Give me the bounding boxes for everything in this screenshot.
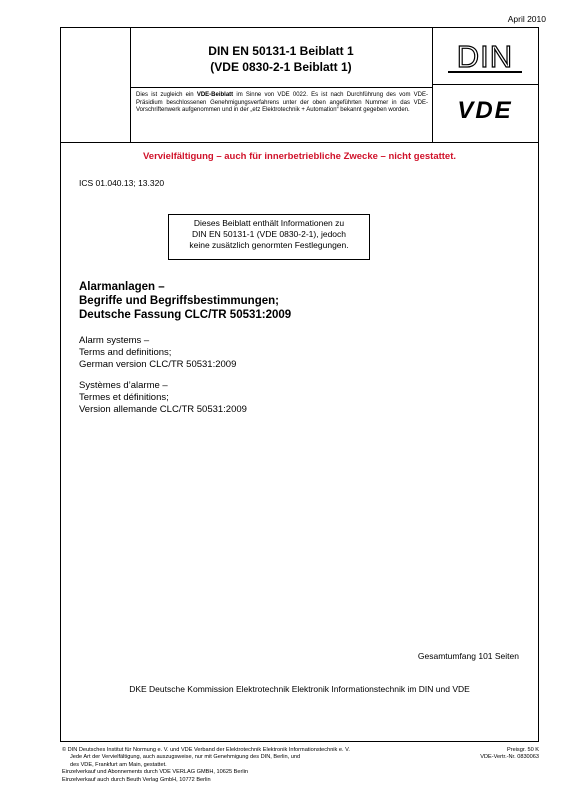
logo-divider — [432, 84, 539, 85]
info-box — [168, 214, 370, 260]
total-pages: Gesamtumfang 101 Seiten — [417, 651, 519, 661]
copyright-line: Jede Art der Vervielfältigung, auch auszugsweise, nur mit Genehmigung des DIN, Berlin, und — [70, 754, 301, 761]
dke-committee: DKE Deutsche Kommission Elektrotechnik Elektronik Informationstechnik im DIN und VDE — [129, 684, 470, 694]
vde-notice-bold: VDE-Beiblatt — [196, 92, 234, 98]
english-title — [79, 335, 236, 371]
german-title-line: Deutsche Fassung CLC/TR 50531:2009 — [79, 309, 292, 321]
ics-code: ICS 01.040.13; 13.320 — [79, 178, 165, 188]
issue-date: April 2010 — [507, 14, 546, 24]
german-title — [79, 280, 291, 322]
vde-notice-text: Dies ist zugleich ein — [136, 92, 197, 98]
copyright-line: © DIN Deutsches Institut für Normung e. V. und VDE Verband der Elektrotechnik Elektronik Informationstechnik e. V. — [62, 747, 350, 753]
english-title-line: Terms and definitions; — [79, 347, 172, 358]
french-title-line: Version allemande CLC/TR 50531:2009 — [79, 404, 247, 415]
english-title-line: Alarm systems – — [79, 335, 150, 346]
info-box-line: Dieses Beiblatt enthält Informationen zu — [193, 218, 345, 228]
price-group: Preisgr. 50 K — [506, 747, 539, 753]
din-logo — [446, 38, 524, 74]
vde-number: (VDE 0830-2-1 Beiblatt 1) — [210, 60, 352, 74]
footer-copyright — [62, 747, 412, 784]
info-box-line: keine zusätzlich genormten Festlegungen. — [189, 240, 349, 250]
vde-contract-number: VDE-Vertr.-Nr. 0830063 — [480, 754, 539, 761]
vde-logo-text: VDE — [457, 97, 513, 122]
sales-line: Einzelverkauf auch durch Beuth Verlag GmbH, 10772 Berlin — [62, 776, 211, 783]
vde-notice-text-rest: im Sinne von VDE 0022. Es ist nach Durchführung des vom VDE-Präsidium beschlossenen Genehmigungsverfahrens unter der oben angeführten Nummer in das VDE-Vorschriftenwerk aufgenommen und in der „etz Elektrotechnik + Automation“ bekannt gegeben worden. — [136, 92, 428, 114]
standard-number: DIN EN 50131-1 Beiblatt 1 — [208, 44, 354, 58]
german-title-line: Alarmanlagen – — [79, 281, 165, 293]
footer-price — [480, 747, 539, 762]
header-divider — [60, 142, 539, 143]
english-title-line: German version CLC/TR 50531:2009 — [79, 359, 237, 370]
info-box-line: DIN EN 50131-1 (VDE 0830-2-1), jedoch — [191, 229, 347, 239]
din-logo-text: DIN — [456, 39, 514, 74]
reproduction-notice: Vervielfältigung – auch für innerbetriebliche Zwecke – nicht gestattet. — [142, 151, 457, 162]
copyright-line: des VDE, Frankfurt am Main, gestattet. — [70, 761, 167, 768]
german-title-line: Begriffe und Begriffsbestimmungen; — [79, 295, 279, 307]
french-title-line: Termes et définitions; — [79, 392, 169, 403]
vde-notice — [136, 92, 428, 115]
vde-logo — [441, 96, 529, 122]
french-title-line: Systèmes d’alarme – — [79, 380, 168, 391]
french-title — [79, 380, 247, 416]
title-divider — [130, 87, 432, 88]
sales-line: Einzelverkauf und Abonnements durch VDE VERLAG GMBH, 10625 Berlin — [62, 769, 248, 776]
